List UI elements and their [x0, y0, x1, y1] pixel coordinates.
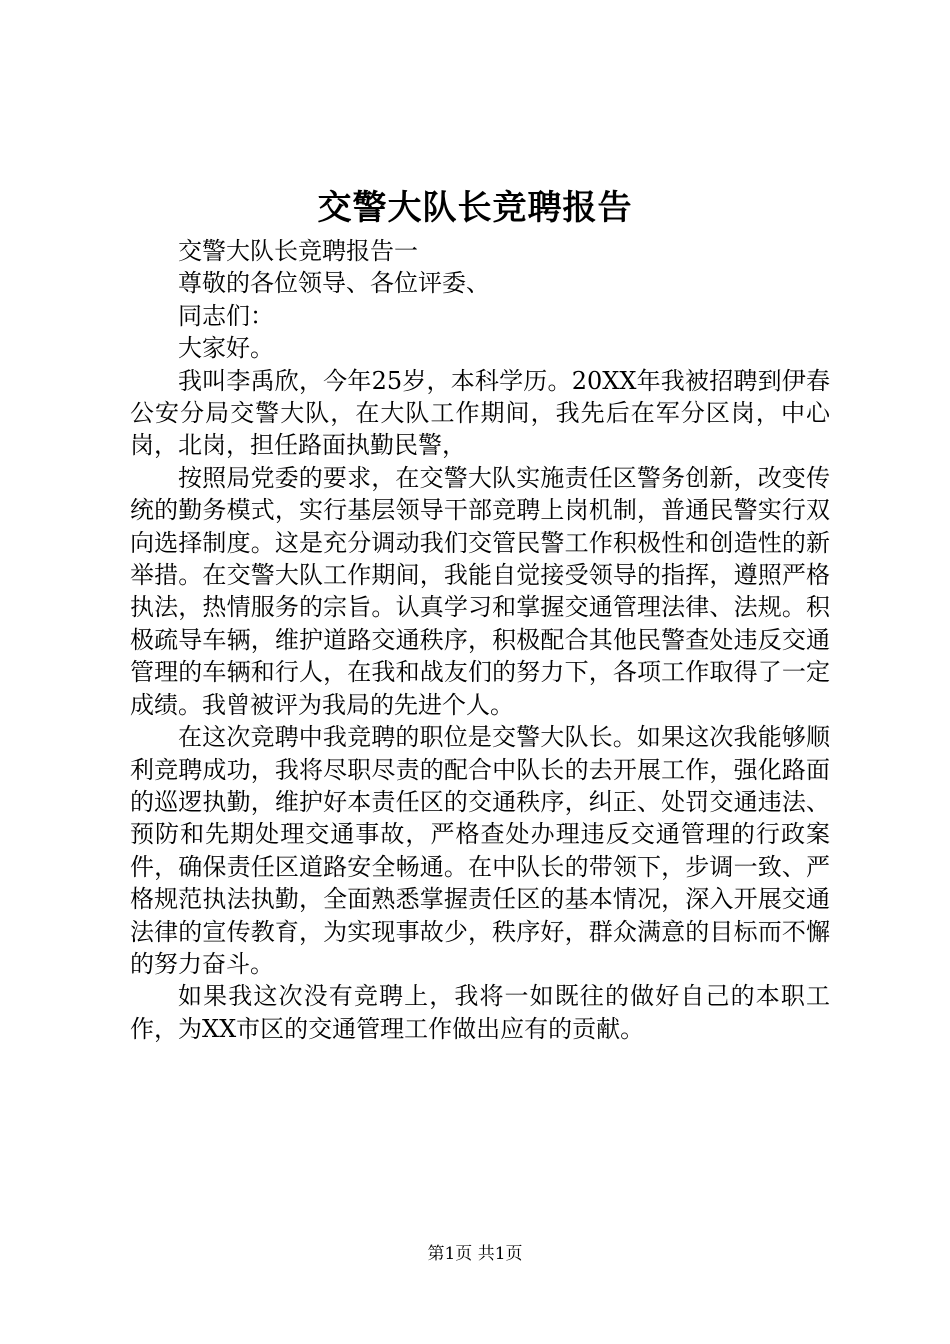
- paragraph-salutation: 尊敬的各位领导、各位评委、: [178, 269, 490, 298]
- page-footer: 第1页 共1页: [427, 1244, 523, 1264]
- paragraph-position-plan: 在这次竞聘中我竞聘的职位是交警大队长。如果这次我能够顺利竞聘成功，我将尽职尽责的配合中队长的去开展工作，强化路面的巡逻执勤，维护好本责任区的交通秩序，纠正、处罚交通违法、预防和先期处理交通事故，严格查处办理违反交通管理的行政案件，确保责任区道路安全畅通。在中队长的带领下，步调一致、严格规范执法执勤，全面熟悉掌握责任区的基本情况，深入开展交通法律的宣传教育，为实现事故少，秩序好，群众满意的目标而不懈的努力奋斗。: [130, 723, 830, 978]
- paragraph-salutation-comrades: 同志们：: [178, 301, 274, 330]
- paragraph-closing: 如果我这次没有竞聘上，我将一如既往的做好自己的本职工作，为XX市区的交通管理工作做出应有的贡献。: [130, 982, 830, 1043]
- paragraph-subtitle: 交警大队长竞聘报告一: [178, 237, 418, 265]
- paragraph-greeting: 大家好。: [178, 334, 274, 363]
- document-body: [130, 235, 830, 1045]
- paragraph-introduction: 我叫李禹欣，今年25岁，本科学历。20XX年我被招聘到伊春公安分局交警大队，在大队工作期间，我先后在军分区岗，中心岗，北岗，担任路面执勤民警，: [130, 366, 830, 460]
- document-title: 交警大队长竞聘报告: [317, 188, 633, 228]
- paragraph-work-experience: 按照局党委的要求，在交警大队实施责任区警务创新，改变传统的勤务模式，实行基层领导干部竞聘上岗机制，普通民警实行双向选择制度。这是充分调动我们交管民警工作积极性和创造性的新举措。在交警大队工作期间，我能自觉接受领导的指挥，遵照严格执法，热情服务的宗旨。认真学习和掌握交通管理法律、法规。积极疏导车辆，维护道路交通秩序，积极配合其他民警查处违反交通管理的车辆和行人，在我和战友们的努力下，各项工作取得了一定成绩。我曾被评为我局的先进个人。: [130, 463, 830, 719]
